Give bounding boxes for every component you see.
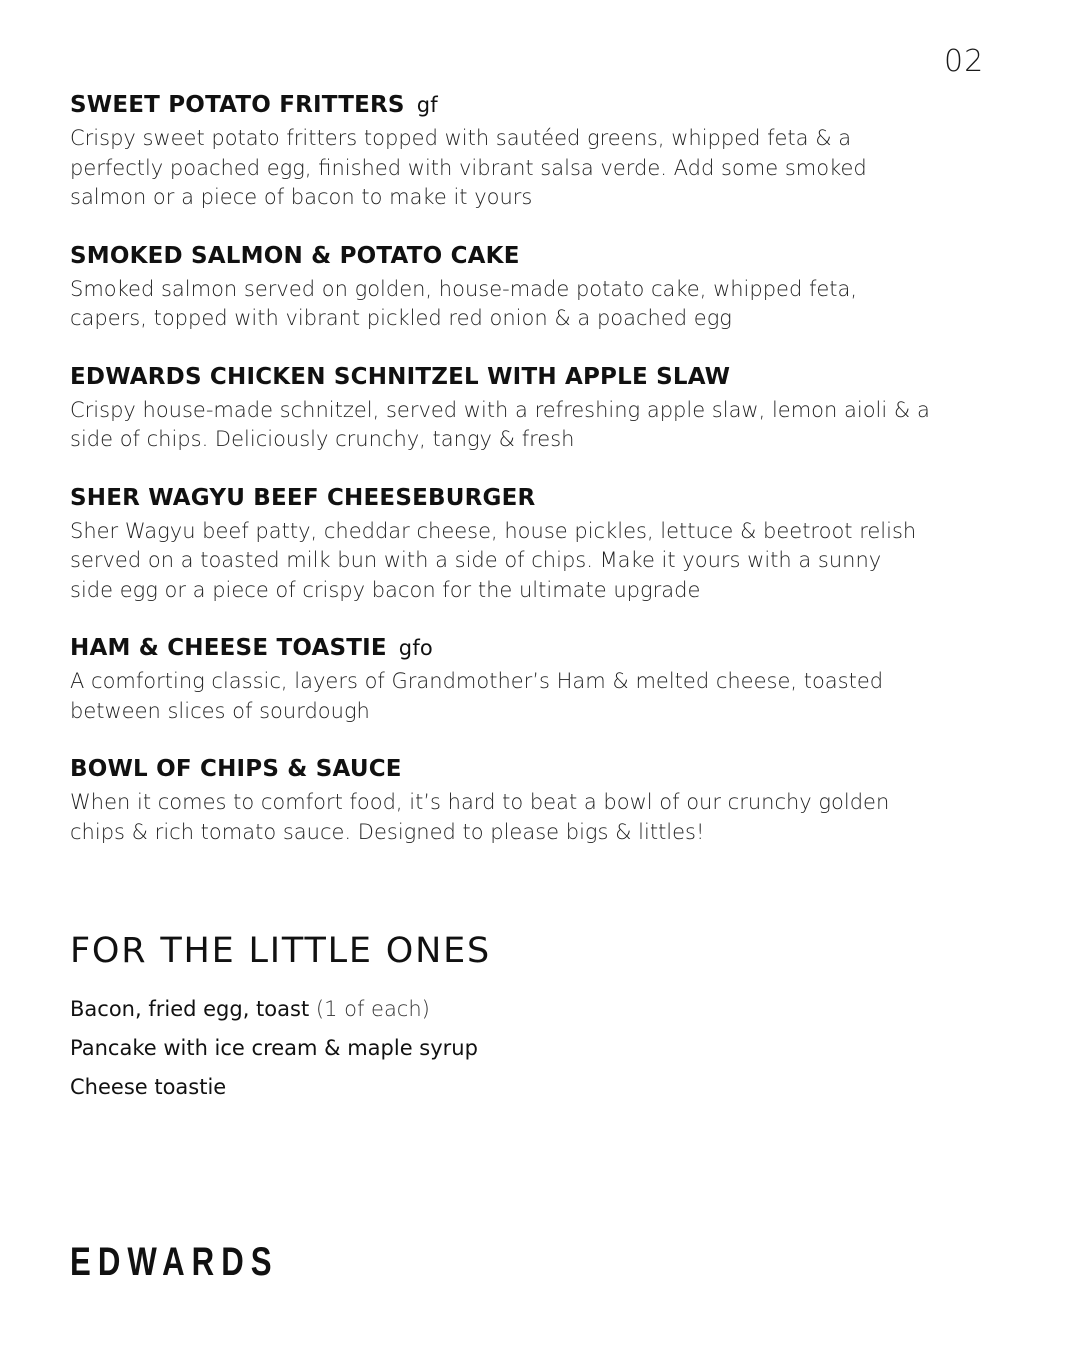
menu-item-title-row [70,483,930,513]
menu-item-description: A comforting classic, layers of Grandmother’s Ham & melted cheese, toasted between slices of sourdough [70,669,884,723]
menu-item [70,754,930,847]
menu-item-title-row [70,241,930,271]
kids-section-heading: FOR THE LITTLE ONES [70,931,492,971]
menu-item-title: BOWL OF CHIPS & SAUCE [70,756,402,782]
menu-item-description: When it comes to comfort food, it’s hard to beat a bowl of our crunchy golden chips & rich tomato sauce. Designed to please bigs & littles! [70,790,890,844]
kids-item-name: Pancake with ice cream & maple syrup [70,1036,478,1060]
dietary-tag: gf [416,93,438,117]
menu-item-title-row [70,633,930,663]
kids-menu-list [70,990,478,1107]
brand-logo: EDWARDS [70,1240,279,1284]
menu-item-title: EDWARDS CHICKEN SCHNITZEL WITH APPLE SLAW [70,363,731,390]
menu-item [70,362,930,455]
kids-item-name: Bacon, fried egg, toast [70,997,310,1021]
menu-item [70,483,930,606]
page-number: 02 [944,44,985,79]
menu-item-title-row [70,90,930,120]
kids-menu-item [70,1029,478,1068]
menu-item-title: SWEET POTATO FRITTERS [70,92,405,118]
menu-item-description: Sher Wagyu beef patty, cheddar cheese, house pickles, lettuce & beetroot relish served on a toasted milk bun with a side of chips. Make it yours with a sunny side egg or a piece of crispy bacon for the ultimate upgrade [70,518,917,602]
dietary-tag: gfo [398,636,433,660]
menu-item-description: Crispy house-made schnitzel, served with a refreshing apple slaw, lemon aioli & a side of chips. Deliciously crunchy, tangy & fresh [70,397,930,451]
menu-item-title: SMOKED SALMON & POTATO CAKE [70,242,520,269]
menu-item [70,633,930,726]
kids-menu-item [70,1068,478,1107]
menu-item-title: HAM & CHEESE TOASTIE [70,635,387,661]
menu-item-title: SHER WAGYU BEEF CHEESEBURGER [70,484,536,511]
menu-item-title-row [70,362,930,392]
menu-item [70,90,930,213]
menu-item-description: Smoked salmon served on golden, house-made potato cake, whipped feta, capers, topped with vibrant pickled red onion & a poached egg [70,276,858,330]
menu-item-title-row [70,754,930,784]
menu-items-list [70,90,930,875]
kids-menu-item [70,990,478,1029]
menu-item-description: Crispy sweet potato fritters topped with sautéed greens, whipped feta & a perfectly poached egg, finished with vibrant salsa verde. Add some smoked salmon or a piece of bacon to make it yours [70,126,867,209]
menu-item [70,241,930,334]
kids-item-name: Cheese toastie [70,1075,227,1099]
kids-item-note: (1 of each) [315,997,430,1021]
